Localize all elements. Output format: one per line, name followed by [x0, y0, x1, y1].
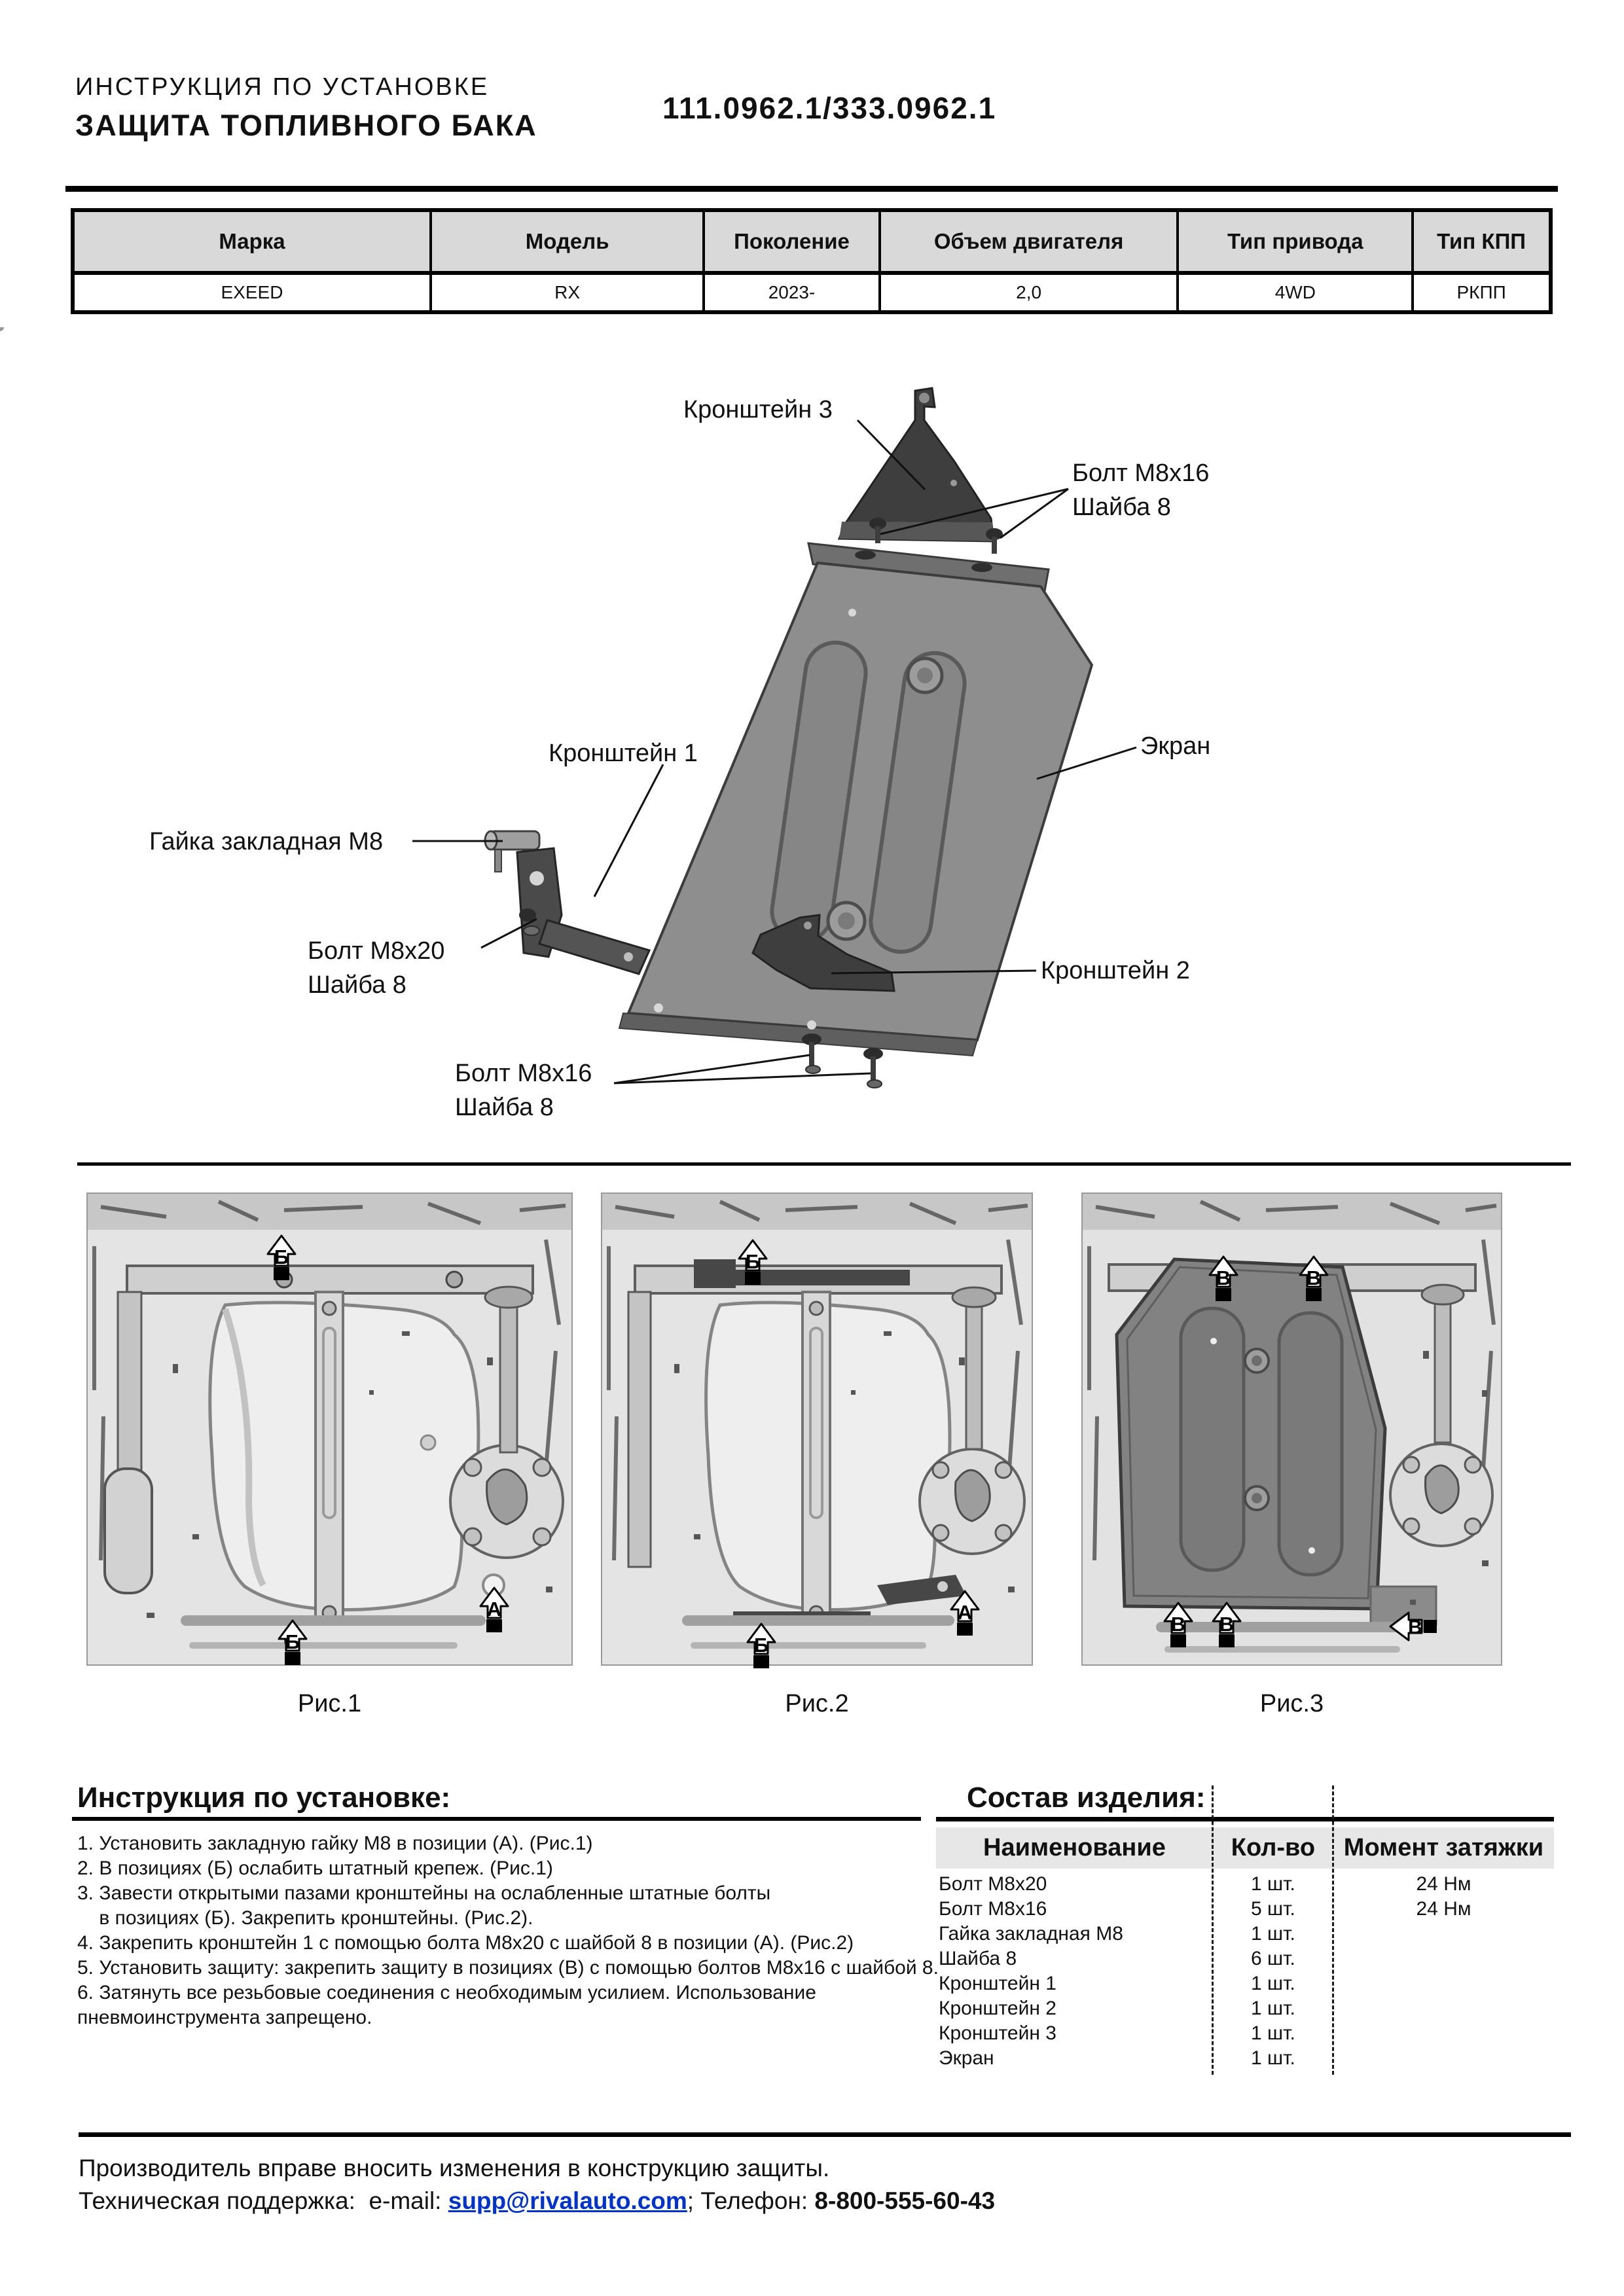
- marker-letter: Б: [285, 1630, 300, 1653]
- support-separator: ; Телефон:: [687, 2187, 815, 2214]
- figure-3-art: [1083, 1194, 1501, 1664]
- marker-letter: В: [1408, 1617, 1422, 1638]
- diagram-divider: [77, 1162, 1571, 1166]
- parts-col-qty: Кол-во: [1231, 1834, 1316, 1861]
- part-torque: 24 Нм: [1416, 1873, 1471, 1895]
- label-bracket2: Кронштейн 2: [1041, 957, 1190, 984]
- col-header-model: Модель: [431, 211, 704, 273]
- label-bolt-m8x20: Болт М8х20: [308, 937, 445, 965]
- part-number: 111.0962.1/333.0962.1: [662, 91, 997, 125]
- marker-b-bottom: [746, 1623, 776, 1670]
- parts-col-torque: Момент затяжки: [1343, 1834, 1544, 1861]
- parts-row: [936, 2046, 1554, 2071]
- parts-row: [936, 1922, 1554, 1946]
- marker-letter: А: [486, 1598, 502, 1621]
- cell-drive: 4WD: [1178, 273, 1413, 312]
- instruction-step: 5. Установить защиту: закрепить защиту в позициях (В) с помощью болтов М8х16 с шайбой 8.: [77, 1957, 939, 1979]
- col-header-drive: Тип привода: [1178, 211, 1413, 273]
- figure-2-caption: Рис.2: [785, 1690, 849, 1717]
- part-name: Кронштейн 2: [939, 1998, 1056, 2019]
- part-qty: 1 шт.: [1251, 1873, 1295, 1895]
- part-name: Болт М8х20: [939, 1873, 1047, 1895]
- part-qty: 5 шт.: [1251, 1898, 1295, 1920]
- label-bolt-m8x16-bottom: Болт М8х16: [455, 1060, 592, 1087]
- instruction-step: 3. Завести открытыми пазами кронштейны на ослабленные штатные болты: [77, 1882, 771, 1904]
- support-label: Техническая поддержка: e-mail:: [79, 2187, 448, 2214]
- parts-table-header: [936, 1827, 1554, 1869]
- figure-3-photo: [1081, 1193, 1502, 1666]
- parts-row: [936, 2021, 1554, 2046]
- cell-brand: EXEED: [73, 273, 431, 312]
- col-header-brand: Марка: [73, 211, 431, 273]
- footer-divider: [79, 2132, 1571, 2137]
- instructions-underline: [72, 1817, 921, 1821]
- marker-letter: Б: [274, 1246, 289, 1268]
- part-qty: 1 шт.: [1251, 1998, 1295, 2019]
- figure-3-caption: Рис.3: [1259, 1690, 1324, 1717]
- label-washer8-top: Шайба 8: [1072, 493, 1171, 521]
- footer-support: [79, 2187, 995, 2215]
- col-header-engine: Объем двигателя: [880, 211, 1178, 273]
- instruction-step: 6. Затянуть все резьбовые соединения с необходимым усилием. Использование: [77, 1982, 816, 2003]
- label-bolt-m8x16-top: Болт М8х16: [1072, 459, 1210, 487]
- part-name: Шайба 8: [939, 1948, 1017, 1969]
- cell-model: RX: [431, 273, 704, 312]
- label-washer8-left: Шайба 8: [308, 971, 406, 999]
- part-name: Гайка закладная М8: [939, 1923, 1123, 1945]
- label-nut-m8: Гайка закладная М8: [149, 828, 384, 855]
- doc-title: ЗАЩИТА ТОПЛИВНОГО БАКА: [75, 109, 537, 142]
- instruction-step-cont: пневмоинструмента запрещено.: [77, 2007, 372, 2028]
- label-shield: Экран: [1140, 732, 1211, 760]
- col-header-gearbox: Тип КПП: [1413, 211, 1550, 273]
- bolt-m8x16-bottom-left: [802, 1033, 821, 1073]
- vehicle-table-header-row: [73, 211, 1550, 273]
- exploded-diagram: [0, 327, 1624, 1178]
- part-qty: 6 шт.: [1251, 1948, 1295, 1969]
- marker-letter: Б: [753, 1634, 769, 1657]
- support-email-link[interactable]: supp@rivalauto.com: [448, 2187, 687, 2214]
- part-qty: 1 шт.: [1251, 2022, 1295, 2044]
- parts-divider-dashed-2: [1332, 1785, 1334, 2075]
- marker-v-top-right: [1299, 1255, 1329, 1302]
- marker-letter: В: [1170, 1613, 1186, 1636]
- marker-v-right: [1389, 1611, 1439, 1641]
- cell-gearbox: РКПП: [1413, 273, 1550, 312]
- instruction-step: 4. Закрепить кронштейн 1 с помощью болта М8х20 с шайбой 8 в позиции (А). (Рис.2): [77, 1932, 854, 1954]
- parts-row: [936, 1996, 1554, 2021]
- parts-row: [936, 1872, 1554, 1897]
- vehicle-table: [72, 209, 1551, 313]
- part-name: Кронштейн 1: [939, 1973, 1056, 1994]
- parts-table-topline: [936, 1817, 1554, 1821]
- marker-a: [950, 1590, 980, 1637]
- cell-engine: 2,0: [880, 273, 1178, 312]
- part-name: Экран: [939, 2047, 994, 2069]
- figure-1-caption: Рис.1: [297, 1690, 362, 1717]
- part-name: Болт М8х16: [939, 1898, 1047, 1920]
- parts-row: [936, 1946, 1554, 1971]
- label-bracket1: Кронштейн 1: [549, 740, 698, 767]
- part-torque: 24 Нм: [1416, 1898, 1471, 1920]
- marker-letter: Б: [745, 1250, 761, 1273]
- figure-2-photo: [601, 1193, 1033, 1666]
- col-header-generation: Поколение: [704, 211, 879, 273]
- marker-a: [479, 1587, 509, 1634]
- label-washer8-bottom: Шайба 8: [455, 1094, 554, 1121]
- marker-v-bottom-left: [1163, 1602, 1193, 1649]
- parts-col-name: Наименование: [983, 1834, 1166, 1861]
- marker-b-bottom: [278, 1619, 308, 1666]
- instruction-step-cont: в позициях (Б). Закрепить кронштейны. (Рис.2).: [77, 1907, 533, 1929]
- instruction-step: 2. В позициях (Б) ослабить штатный крепеж. (Рис.1): [77, 1857, 553, 1879]
- instructions-heading: Инструкция по установке:: [77, 1782, 451, 1814]
- doc-subtitle: ИНСТРУКЦИЯ ПО УСТАНОВКЕ: [75, 73, 490, 101]
- instruction-step: 1. Установить закладную гайку М8 в позиции (А). (Рис.1): [77, 1833, 593, 1854]
- figure-1-photo: [86, 1193, 573, 1666]
- marker-v-top-left: [1208, 1255, 1238, 1302]
- bracket1-part: [517, 848, 649, 974]
- part-name: Кронштейн 3: [939, 2022, 1056, 2044]
- support-phone: 8-800-555-60-43: [814, 2187, 996, 2214]
- marker-letter: А: [957, 1601, 973, 1624]
- marker-b-top: [266, 1234, 297, 1282]
- part-qty: 1 шт.: [1251, 1923, 1295, 1945]
- marker-b-top: [738, 1239, 768, 1286]
- marker-letter: В: [1306, 1266, 1322, 1289]
- parts-row: [936, 1971, 1554, 1996]
- label-bracket3: Кронштейн 3: [683, 396, 833, 423]
- marker-letter: В: [1216, 1266, 1231, 1289]
- part-qty: 1 шт.: [1251, 1973, 1295, 1994]
- cell-generation: 2023-: [704, 273, 879, 312]
- parts-divider-dashed-1: [1212, 1785, 1214, 2075]
- bolt-m8x16-bottom-right: [863, 1048, 883, 1088]
- marker-v-bottom-mid: [1212, 1602, 1242, 1649]
- top-divider: [65, 186, 1558, 192]
- bracket3-part: [839, 388, 994, 541]
- marker-letter: В: [1219, 1613, 1235, 1636]
- parts-heading: Состав изделия:: [967, 1782, 1206, 1814]
- footer-disclaimer: Производитель вправе вносить изменения в конструкцию защиты.: [79, 2155, 830, 2181]
- part-qty: 1 шт.: [1251, 2047, 1295, 2069]
- parts-row: [936, 1897, 1554, 1922]
- vehicle-table-data-row: [73, 273, 1550, 312]
